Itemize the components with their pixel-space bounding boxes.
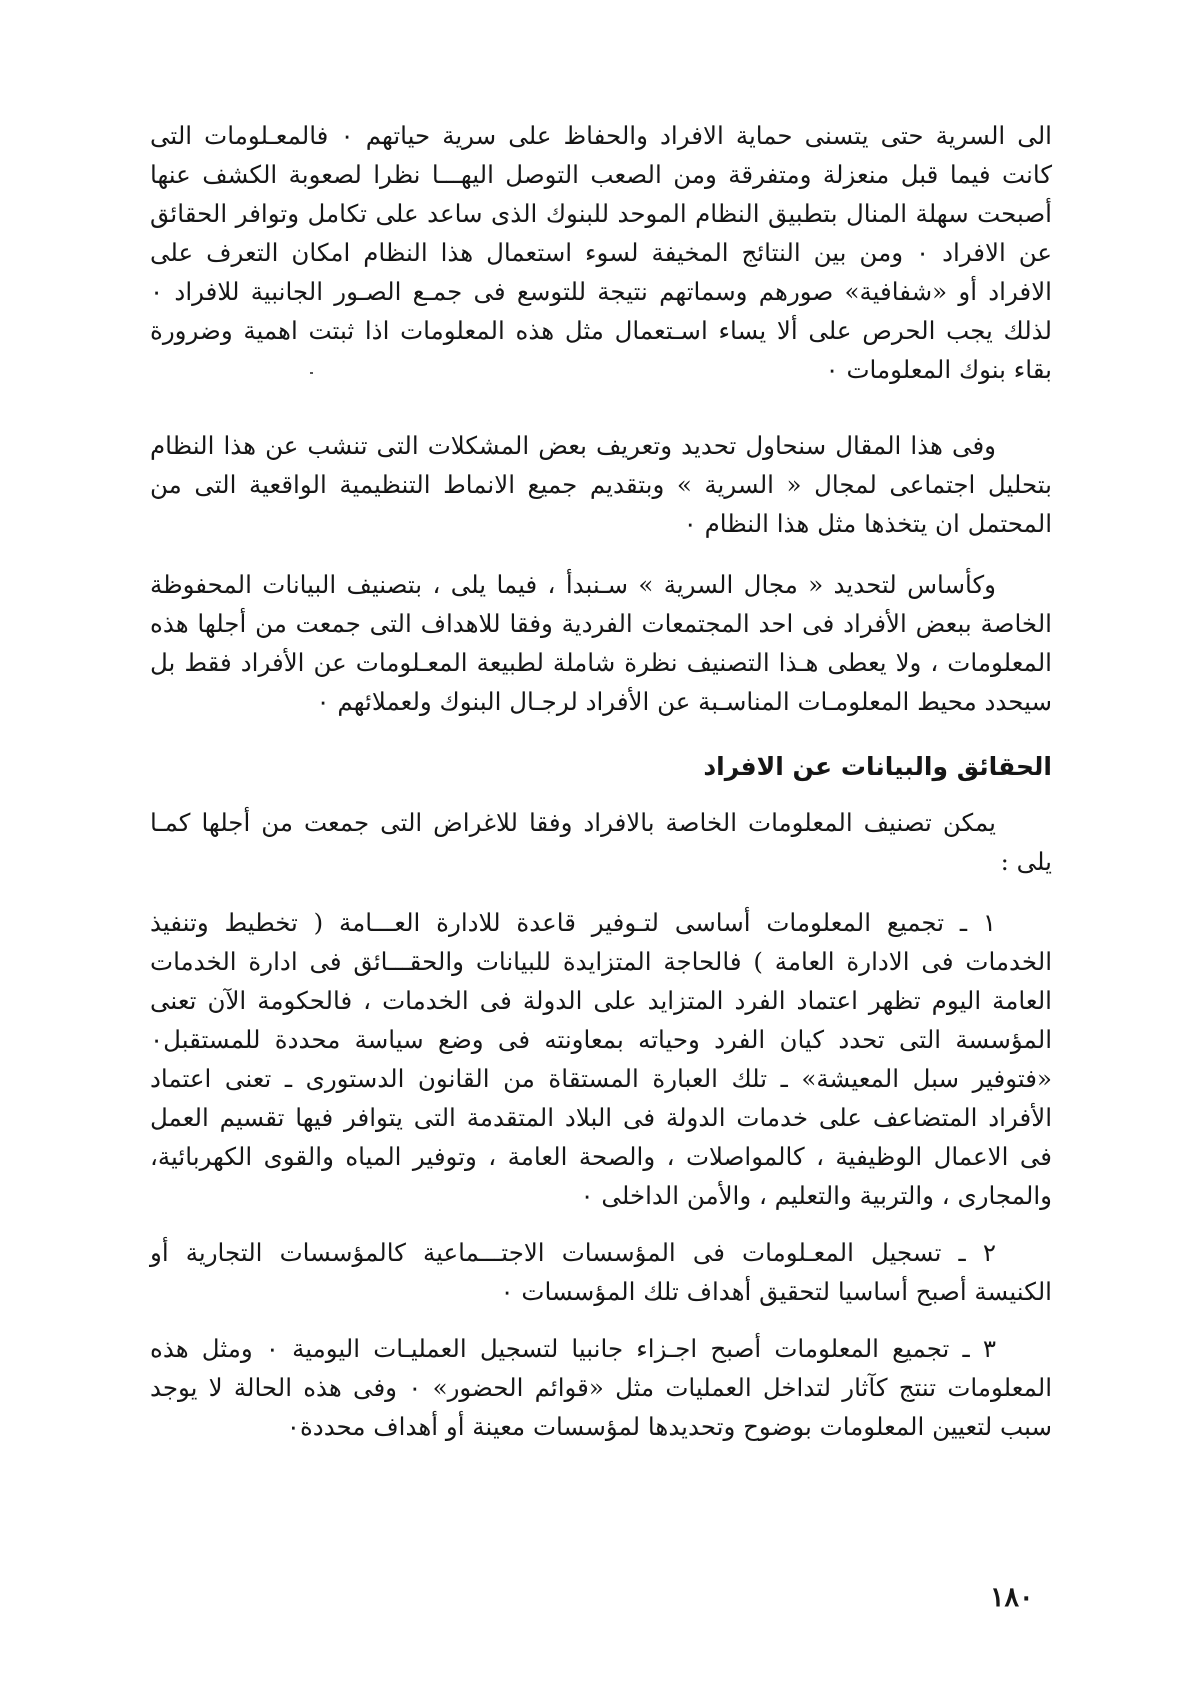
body-text [150, 116, 1052, 1446]
section-heading: الحقائق والبيانات عن الافراد [703, 752, 1052, 781]
paragraph-1: الى السرية حتى يتسنى حماية الافراد والحفاظ على سرية حياتهم ٠ فالمعـلومات التى كانت فيما قبل منعزلة ومتفرقة ومن الصعب التوصل اليهـــا نظرا لصعوبة الكشف عنها أصبحت سهلة المنال بتطبيق النظام الموحد للبنوك الذى ساعد على تكامل وتوافر الحقائق عن الافراد ٠ ومن بين النتائج المخيفة لسوء استعمال هذا النظام امكان التعرف على الافراد أو «شفافية» صورهم وسماتهم نتيجة للتوسع فى جمـع الصـور الجانبية للافراد ٠ لذلك يجب الحرص على ألا يساء اسـتعمال مثل هذه المعلومات اذا ثبتت اهمية وضرورة بقاء بنوك المعلومات ٠ [150, 121, 1052, 384]
paragraph-4: يمكن تصنيف المعلومات الخاصة بالافراد وفقا للاغراض التى جمعت من أجلها كمـا يلى : [150, 808, 1052, 876]
paragraph-2: وفى هذا المقال سنحاول تحديد وتعريف بعض المشكلات التى تنشب عن هذا النظام بتحليل اجتماعى لمجال « السرية » وبتقديم جميع الانماط التنظيمية الواقعية التى من المحتمل ان يتخذها مثل هذا النظام ٠ [150, 431, 1052, 538]
paragraph-3: وكأساس لتحديد « مجال السرية » سـنبدأ ، فيما يلى ، بتصنيف البيانات المحفوظة الخاصة ببعض الأفراد فى احد المجتمعات الفردية وفقا للاهداف التى جمعت من أجلها هذه المعلومات ، ولا يعطى هـذا التصنيف نظرة شاملة لطبيعة المعـلومات عن الأفراد فقط بل سيحدد محيط المعلومـات المناسـبة عن الأفراد لرجـال البنوك ولعملائهم ٠ [150, 570, 1052, 716]
paragraph-5: ١ ـ تجميع المعلومات أساسى لتـوفير قاعدة للادارة العـــامة ( تخطيط وتنفيذ الخدمات فى الادارة العامة ) فالحاجة المتزايدة للبيانات والحقـــائق فى ادارة الخدمات العامة اليوم تظهر اعتماد الفرد المتزايد على الدولة فى الخدمات ، فالحكومة الآن تعنى المؤسسة التى تحدد كيان الفرد وحياته بمعاونته فى وضع سياسة محددة للمستقبل٠ «فتوفير سبل المعيشة» ـ تلك العبارة المستقاة من القانون الدستورى ـ تعنى اعتماد الأفراد المتضاعف على خدمات الدولة فى البلاد المتقدمة التى يتوافر فيها تقسيم العمل فى الاعمال الوظيفية ، كالمواصلات ، والصحة العامة ، وتوفير المياه والقوى الكهربائية، والمجارى ، والتربية والتعليم ، والأمن الداخلى ٠ [150, 908, 1052, 1210]
page-number: ١٨٠ [990, 1582, 1034, 1613]
paragraph-7: ٣ ـ تجميع المعلومات أصبح اجـزاء جانبيا لتسجيل العمليـات اليومية ٠ ومثل هذه المعلومات تنتج كآثار لتداخل العمليات مثل «قوائم الحضور» ٠ وفى هذه الحالة لا يوجد سبب لتعيين المعلومات بوضوح وتحديدها لمؤسسات معينة أو أهداف محددة٠ [150, 1334, 1053, 1441]
scan-speck [310, 372, 313, 374]
paragraph-6: ٢ ـ تسجيل المعـلومات فى المؤسسات الاجتـــماعية كالمؤسسات التجارية أو الكنيسة أصبح أساسيا لتحقيق أهداف تلك المؤسسات ٠ [150, 1238, 1052, 1306]
